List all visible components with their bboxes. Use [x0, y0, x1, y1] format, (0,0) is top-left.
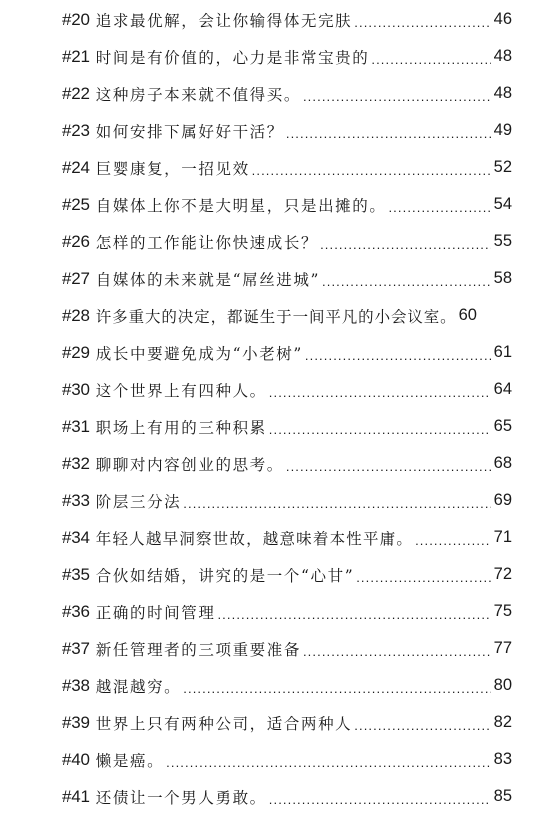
entry-title: 巨婴康复，一招见效	[95, 159, 250, 178]
entry-title: 如何安排下属好好干活？	[95, 122, 284, 141]
entry-number: #29	[62, 342, 90, 362]
dot-leader	[388, 201, 490, 223]
toc-entry[interactable]	[62, 445, 512, 482]
entry-page-number: 75	[493, 602, 512, 620]
entry-page-number: 58	[493, 269, 512, 287]
dot-leader	[303, 90, 491, 112]
entry-page-number: 64	[493, 380, 512, 398]
dot-leader	[356, 571, 490, 593]
entry-number: #40	[62, 749, 90, 769]
toc-entry[interactable]	[62, 334, 512, 371]
dot-leader	[269, 423, 491, 445]
entry-title: 越混越穷。	[95, 677, 182, 696]
entry-number: #39	[62, 712, 90, 732]
entry-title: 这种房子本来就不值得买。	[95, 85, 301, 104]
entry-title: 年轻人越早洞察世故，越意味着本性平庸。	[95, 529, 414, 548]
toc-entry[interactable]	[62, 667, 512, 704]
dot-leader	[371, 53, 490, 75]
entry-number: #24	[62, 157, 90, 177]
toc-entry[interactable]	[62, 112, 512, 149]
toc-entry[interactable]	[62, 223, 512, 260]
dot-leader	[217, 608, 490, 630]
entry-number: #31	[62, 416, 90, 436]
entry-page-number: 61	[493, 343, 512, 361]
toc-entry[interactable]	[62, 297, 512, 334]
toc-entry[interactable]	[62, 149, 512, 186]
entry-title: 自媒体的未来就是“屌丝进城”	[95, 270, 321, 289]
dot-leader	[320, 238, 491, 260]
entry-page-number: 54	[493, 195, 512, 213]
entry-page-number: 83	[493, 750, 512, 768]
entry-page-number: 48	[493, 84, 512, 102]
entry-title: 这个世界上有四种人。	[95, 381, 267, 400]
toc-entry[interactable]	[62, 778, 512, 815]
dot-leader	[286, 460, 491, 482]
entry-number: #22	[62, 83, 90, 103]
entry-number: #34	[62, 527, 90, 547]
entry-number: #38	[62, 675, 90, 695]
dot-leader	[166, 756, 490, 778]
entry-number: #37	[62, 638, 90, 658]
entry-page-number: 49	[493, 121, 512, 139]
entry-number: #20	[62, 9, 90, 29]
entry-page-number: 85	[493, 787, 512, 805]
entry-number: #30	[62, 379, 90, 399]
toc-entry[interactable]	[62, 75, 512, 112]
dot-leader	[252, 164, 491, 186]
entry-title: 合伙如结婚，讲究的是一个“心甘”	[95, 566, 355, 585]
entry-page-number: 48	[493, 47, 512, 65]
toc-entry[interactable]	[62, 556, 512, 593]
entry-number: #23	[62, 120, 90, 140]
dot-leader	[286, 127, 491, 149]
entry-title: 成长中要避免成为“小老树”	[95, 344, 303, 363]
entry-title: 时间是有价值的，心力是非常宝贵的	[95, 48, 370, 67]
entry-title: 还债让一个男人勇敢。	[95, 788, 267, 807]
toc-entry[interactable]	[62, 630, 512, 667]
entry-title: 职场上有用的三种积累	[95, 418, 267, 437]
entry-page-number: 68	[493, 454, 512, 472]
toc-entry[interactable]	[62, 38, 512, 75]
toc-entry[interactable]	[62, 371, 512, 408]
entry-number: #32	[62, 453, 90, 473]
entry-number: #35	[62, 564, 90, 584]
dot-leader	[303, 645, 491, 667]
entry-page-number: 80	[493, 676, 512, 694]
toc-entry[interactable]	[62, 593, 512, 630]
entry-number: #28	[62, 305, 90, 325]
table-of-contents	[62, 0, 512, 815]
dot-leader	[183, 497, 490, 519]
entry-title: 怎样的工作能让你快速成长？	[95, 233, 319, 252]
toc-entry[interactable]	[62, 408, 512, 445]
entry-page-number: 60	[458, 306, 477, 324]
toc-entry[interactable]	[62, 1, 512, 38]
entry-page-number: 82	[493, 713, 512, 731]
entry-title: 新任管理者的三项重要准备	[95, 640, 301, 659]
entry-page-number: 52	[493, 158, 512, 176]
toc-entry[interactable]	[62, 260, 512, 297]
entry-number: #26	[62, 231, 90, 251]
entry-page-number: 69	[493, 491, 512, 509]
entry-title: 懒是癌。	[95, 751, 165, 770]
entry-number: #21	[62, 46, 90, 66]
dot-leader	[183, 682, 490, 704]
toc-entry[interactable]	[62, 519, 512, 556]
entry-title: 追求最优解，会让你输得体无完肤	[95, 11, 353, 30]
entry-number: #33	[62, 490, 90, 510]
entry-page-number: 46	[493, 10, 512, 28]
entry-title: 聊聊对内容创业的思考。	[95, 455, 284, 474]
entry-page-number: 55	[493, 232, 512, 250]
dot-leader	[269, 386, 491, 408]
entry-number: #36	[62, 601, 90, 621]
entry-title: 世界上只有两种公司，适合两种人	[95, 714, 353, 733]
entry-title: 正确的时间管理	[95, 603, 216, 622]
toc-entry[interactable]	[62, 704, 512, 741]
entry-number: #27	[62, 268, 90, 288]
entry-title: 自媒体上你不是大明星，只是出摊的。	[95, 196, 387, 215]
entry-page-number: 77	[493, 639, 512, 657]
dot-leader	[269, 793, 491, 815]
entry-page-number: 65	[493, 417, 512, 435]
dot-leader	[354, 719, 490, 741]
dot-leader	[415, 534, 491, 556]
toc-entry[interactable]	[62, 482, 512, 519]
toc-entry[interactable]	[62, 186, 512, 223]
dot-leader	[354, 16, 490, 38]
dot-leader	[305, 349, 491, 371]
entry-number: #25	[62, 194, 90, 214]
toc-entry[interactable]	[62, 741, 512, 778]
entry-title: 许多重大的决定，都诞生于一间平凡的小会议室。	[95, 307, 457, 326]
entry-page-number: 72	[493, 565, 512, 583]
entry-number: #41	[62, 786, 90, 806]
entry-title: 阶层三分法	[95, 492, 182, 511]
dot-leader	[322, 275, 491, 297]
entry-page-number: 71	[493, 528, 512, 546]
